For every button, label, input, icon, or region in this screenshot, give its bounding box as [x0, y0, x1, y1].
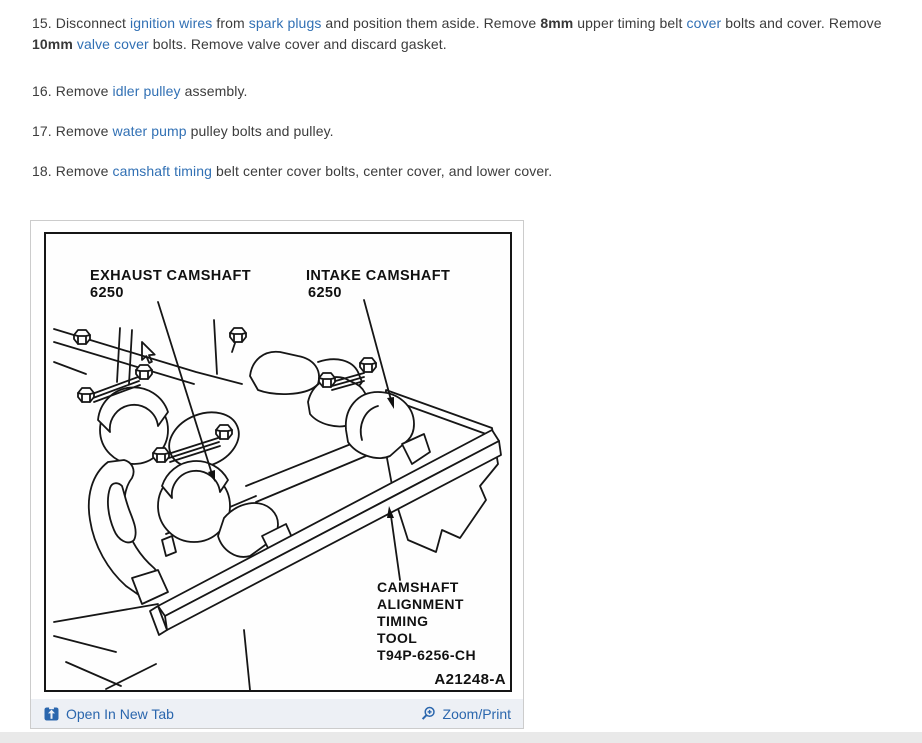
exhaust-part-number: 6250: [90, 285, 124, 301]
step-number: 17.: [32, 123, 52, 139]
link-cover[interactable]: cover: [686, 15, 722, 31]
figure-code: A21248-A: [434, 671, 506, 688]
link-idler-pulley[interactable]: idler pulley: [112, 83, 181, 99]
step-17: 17. Remove water pump pulley bolts and pulley.: [32, 123, 334, 139]
link-camshaft-timing[interactable]: camshaft timing: [112, 163, 213, 179]
open-in-new-tab-label: Open In New Tab: [66, 705, 174, 722]
tool-part-number: T94P-6256-CH: [377, 647, 476, 663]
size-8mm: 8mm: [540, 15, 574, 31]
link-water-pump[interactable]: water pump: [112, 123, 187, 139]
camshaft-diagram-art: [46, 234, 510, 690]
exhaust-camshaft-label: EXHAUST CAMSHAFT: [90, 268, 252, 284]
step-number: 16.: [32, 83, 52, 99]
tool-label-line1: CAMSHAFT: [377, 579, 459, 595]
tool-label-line2: ALIGNMENT: [377, 596, 464, 612]
size-10mm: 10mm: [32, 36, 73, 52]
zoom-in-magnifier-icon: [420, 706, 436, 722]
link-spark-plugs[interactable]: spark plugs: [248, 15, 322, 31]
open-in-new-tab-icon: [44, 706, 59, 721]
step-number: 15.: [32, 15, 52, 31]
tool-label-line4: TOOL: [377, 630, 418, 646]
figure-footer-bar: [31, 699, 523, 728]
zoom-print-label: Zoom/Print: [442, 705, 511, 722]
diagram-image: [44, 232, 512, 692]
intake-camshaft-art: [250, 352, 430, 464]
zoom-print-link[interactable]: [420, 706, 511, 722]
link-ignition-wires[interactable]: ignition wires: [130, 15, 213, 31]
step-18: 18. Remove camshaft timing belt center cover bolts, center cover, and lower cover.: [32, 163, 553, 179]
step-15-line-2: 10mm valve cover bolts. Remove valve cover and discard gasket.: [32, 36, 447, 52]
figure-card: [30, 220, 524, 729]
page-bottom-strip: [0, 732, 922, 743]
step-16: 16. Remove idler pulley assembly.: [32, 83, 248, 99]
instruction-steps: [32, 13, 892, 201]
open-in-new-tab-link[interactable]: [44, 706, 174, 722]
step-15: [32, 13, 892, 55]
step-number: 18.: [32, 163, 52, 179]
link-valve-cover[interactable]: valve cover: [76, 36, 149, 52]
step-15-line-1: 15. Disconnect ignition wires from spark plugs and position them aside. Remove 8mm upper timing belt cover bolts and cover. Remove: [32, 15, 882, 31]
intake-camshaft-label: INTAKE CAMSHAFT: [306, 268, 451, 284]
tool-label-line3: TIMING: [377, 613, 429, 629]
intake-part-number: 6250: [308, 285, 342, 301]
